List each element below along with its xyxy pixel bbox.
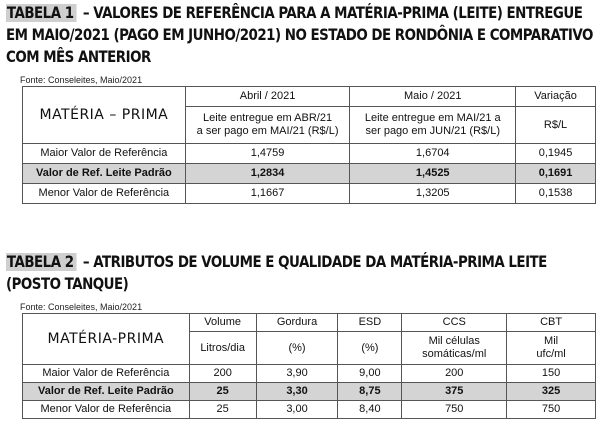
table-cell: 325 <box>507 383 596 401</box>
table-cell: 8,40 <box>338 401 402 419</box>
table-cell: 1,3205 <box>350 184 516 204</box>
table-cell: 1,4759 <box>185 144 350 164</box>
table2-col-subheader: Mil ufc/ml <box>507 332 596 365</box>
table1-tag: TABELA 1 <box>6 4 76 22</box>
table-cell: 750 <box>402 401 507 419</box>
table-row-highlighted <box>23 164 596 184</box>
table1-col-subheader: Leite entregue em ABR/21 a ser pago em MAI/21 (R$/L) <box>185 107 350 144</box>
row-label: Maior Valor de Referência <box>23 365 190 383</box>
row-label: Valor de Ref. Leite Padrão <box>23 383 190 401</box>
table2-section <box>0 251 600 419</box>
table2-header-row <box>23 314 596 332</box>
row-label: Menor Valor de Referência <box>23 184 186 204</box>
table-cell: 375 <box>402 383 507 401</box>
table1 <box>22 86 596 204</box>
table-cell: 25 <box>189 401 256 419</box>
table2-tag: TABELA 2 <box>6 253 76 271</box>
table-cell: 200 <box>402 365 507 383</box>
table-cell: 8,75 <box>338 383 402 401</box>
table-cell: 1,6704 <box>350 144 516 164</box>
table-cell: 1,4525 <box>350 164 516 184</box>
table-cell: 0,1945 <box>516 144 596 164</box>
table2-title-line2: (POSTO TANQUE) <box>6 275 129 293</box>
table1-title-line1: – VALORES DE REFERÊNCIA PARA A MATÉRIA-PRIMA (LEITE) ENTREGUE <box>78 4 583 22</box>
table-row <box>23 401 596 419</box>
table1-section <box>0 2 600 204</box>
row-label: Maior Valor de Referência <box>23 144 186 164</box>
table2-col-subheader: Mil células somáticas/ml <box>402 332 507 365</box>
row-label: Menor Valor de Referência <box>23 401 190 419</box>
table-cell: 3,00 <box>256 401 338 419</box>
table2-col-subheader: (%) <box>338 332 402 365</box>
table1-title-line2: EM MAIO/2021 (PAGO EM JUNHO/2021) NO ESTADO DE RONDÔNIA E COMPARATIVO <box>6 26 593 44</box>
table-cell: 200 <box>189 365 256 383</box>
table1-col-subheader: R$/L <box>516 107 596 144</box>
table2-col-header: Volume <box>189 314 256 332</box>
table-row <box>23 144 596 164</box>
table1-col-header: Abril / 2021 <box>185 87 350 107</box>
table2-col-header: Gordura <box>256 314 338 332</box>
table2-col-header: CBT <box>507 314 596 332</box>
table1-corner-label: MATÉRIA – PRIMA <box>23 87 186 144</box>
table-cell: 3,90 <box>256 365 338 383</box>
table-cell: 25 <box>189 383 256 401</box>
table1-col-header: Maio / 2021 <box>350 87 516 107</box>
table2-title <box>6 251 547 295</box>
table1-source: Fonte: Conseleites, Maio/2021 <box>20 75 143 85</box>
table1-col-subheader: Leite entregue em MAI/21 a ser pago em JUN/21 (R$/L) <box>350 107 516 144</box>
table-cell: 0,1691 <box>516 164 596 184</box>
table2-source: Fonte: Conseleites, Maio/2021 <box>20 302 143 312</box>
table2-col-subheader: Litros/dia <box>189 332 256 365</box>
table-row <box>23 184 596 204</box>
table2 <box>22 313 596 419</box>
table1-title <box>6 2 593 68</box>
table1-header-row <box>23 87 596 107</box>
table-cell: 1,1667 <box>185 184 350 204</box>
table-cell: 0,1538 <box>516 184 596 204</box>
table2-corner-label: MATÉRIA-PRIMA <box>23 314 190 365</box>
table2-title-line1: – ATRIBUTOS DE VOLUME E QUALIDADE DA MATÉRIA-PRIMA LEITE <box>78 253 547 271</box>
table-cell: 150 <box>507 365 596 383</box>
table-row-highlighted <box>23 383 596 401</box>
row-label: Valor de Ref. Leite Padrão <box>23 164 186 184</box>
table-cell: 9,00 <box>338 365 402 383</box>
table2-col-subheader: (%) <box>256 332 338 365</box>
table1-col-header: Variação <box>516 87 596 107</box>
table2-col-header: CCS <box>402 314 507 332</box>
table-row <box>23 365 596 383</box>
table-cell: 750 <box>507 401 596 419</box>
table2-col-header: ESD <box>338 314 402 332</box>
table1-title-line3: COM MÊS ANTERIOR <box>6 48 151 66</box>
table-cell: 3,30 <box>256 383 338 401</box>
table-cell: 1,2834 <box>185 164 350 184</box>
